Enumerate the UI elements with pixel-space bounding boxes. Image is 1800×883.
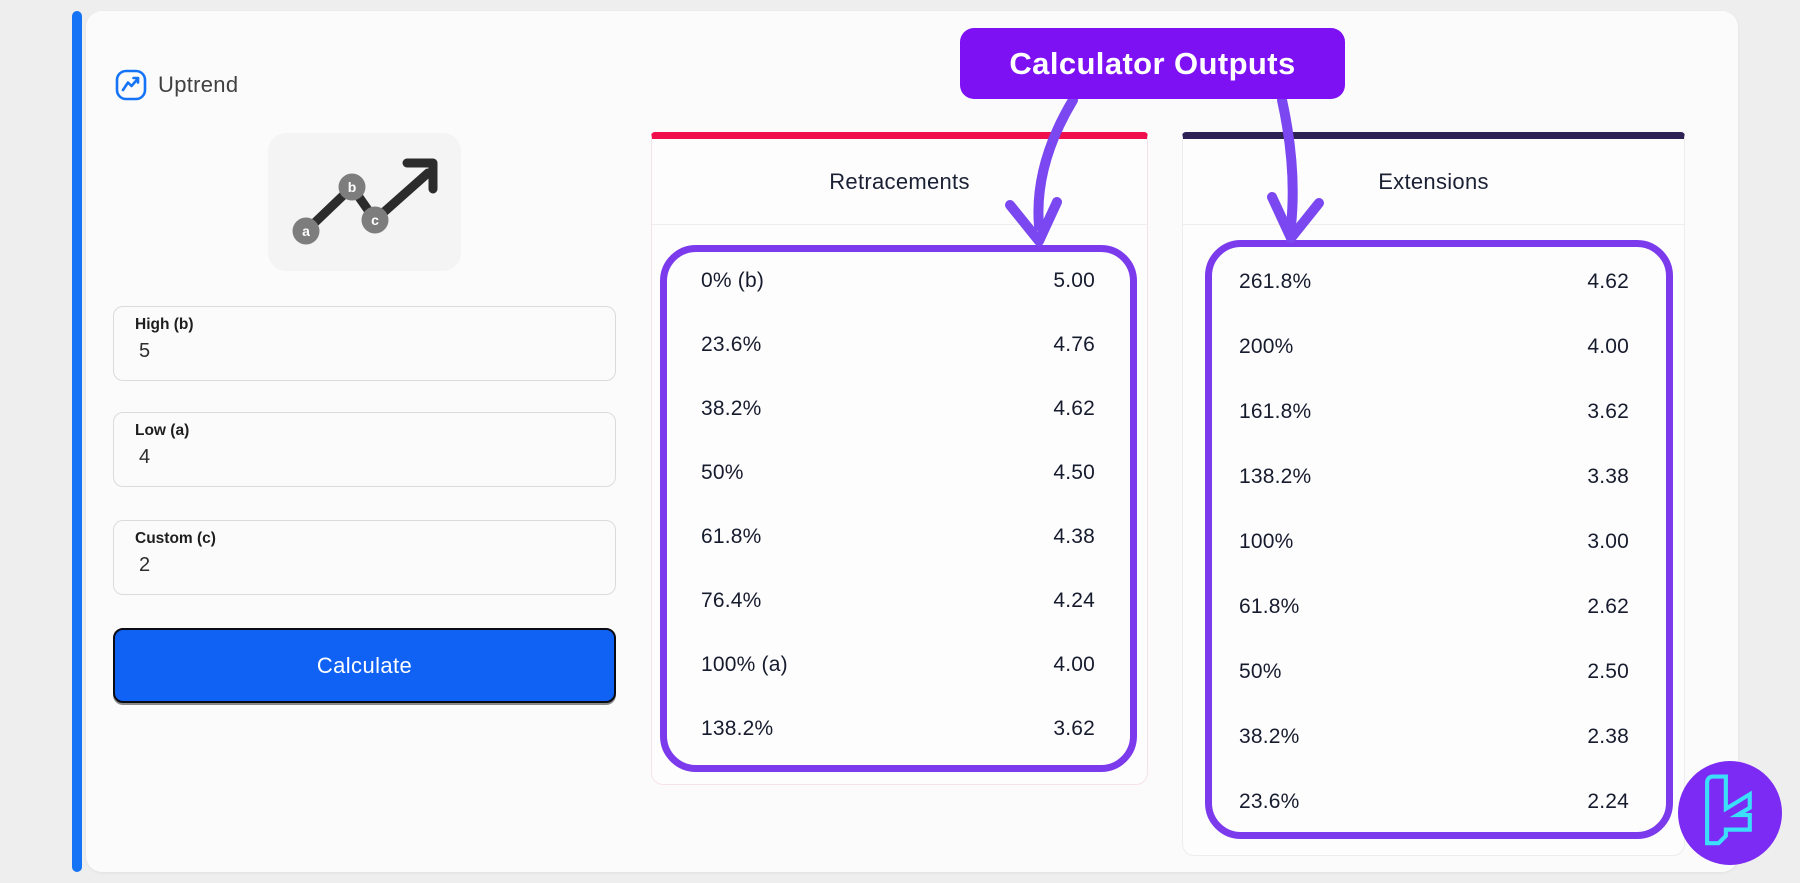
brand-logo-glyph bbox=[1678, 761, 1782, 865]
level-label: 50% bbox=[1239, 659, 1282, 683]
level-value: 5.00 bbox=[1053, 269, 1095, 292]
level-label: 38.2% bbox=[701, 397, 762, 420]
uptrend-heading bbox=[115, 69, 238, 101]
level-value: 4.24 bbox=[1053, 589, 1095, 612]
left-accent-bar bbox=[72, 11, 82, 872]
level-value: 4.50 bbox=[1053, 461, 1095, 484]
level-label: 23.6% bbox=[701, 333, 762, 356]
level-label: 76.4% bbox=[701, 589, 762, 612]
level-label: 161.8% bbox=[1239, 399, 1312, 423]
high-field-container bbox=[113, 306, 616, 381]
table-row bbox=[1183, 249, 1684, 314]
retracements-rows bbox=[652, 249, 1147, 761]
table-row bbox=[652, 313, 1147, 377]
svg-text:b: b bbox=[347, 179, 357, 195]
level-label: 261.8% bbox=[1239, 269, 1312, 293]
extensions-rows bbox=[1183, 249, 1684, 834]
level-value: 2.50 bbox=[1587, 659, 1629, 683]
table-row bbox=[1183, 704, 1684, 769]
low-field-label: Low (a) bbox=[135, 422, 190, 439]
calculator-outputs-badge: Calculator Outputs bbox=[960, 28, 1345, 99]
calculate-button[interactable]: Calculate bbox=[113, 628, 616, 703]
level-value: 2.62 bbox=[1587, 594, 1629, 618]
level-label: 50% bbox=[701, 461, 744, 484]
level-label: 100% bbox=[1239, 529, 1294, 553]
level-label: 138.2% bbox=[1239, 464, 1312, 488]
table-row bbox=[1183, 379, 1684, 444]
level-label: 23.6% bbox=[1239, 789, 1300, 813]
level-value: 3.62 bbox=[1053, 717, 1095, 740]
table-row bbox=[1183, 314, 1684, 379]
level-value: 3.00 bbox=[1587, 529, 1629, 553]
table-row bbox=[652, 697, 1147, 761]
trend-node-a bbox=[293, 218, 320, 245]
level-label: 200% bbox=[1239, 334, 1294, 358]
level-label: 61.8% bbox=[701, 525, 762, 548]
uptrend-icon bbox=[115, 69, 147, 101]
level-label: 0% (b) bbox=[701, 269, 765, 292]
table-row bbox=[1183, 509, 1684, 574]
table-row bbox=[1183, 444, 1684, 509]
extensions-title: Extensions bbox=[1183, 139, 1684, 225]
retracements-title: Retracements bbox=[652, 139, 1147, 225]
level-value: 4.76 bbox=[1053, 333, 1095, 356]
table-row bbox=[652, 249, 1147, 313]
retracements-table bbox=[651, 132, 1148, 785]
level-value: 3.38 bbox=[1587, 464, 1629, 488]
level-value: 4.00 bbox=[1587, 334, 1629, 358]
level-label: 61.8% bbox=[1239, 594, 1300, 618]
high-field-label: High (b) bbox=[135, 316, 194, 333]
svg-text:a: a bbox=[302, 223, 310, 239]
table-row bbox=[1183, 769, 1684, 834]
level-value: 4.38 bbox=[1053, 525, 1095, 548]
table-row bbox=[1183, 574, 1684, 639]
uptrend-label: Uptrend bbox=[158, 72, 239, 97]
level-label: 100% (a) bbox=[701, 653, 788, 676]
custom-field-container bbox=[113, 520, 616, 595]
level-value: 2.24 bbox=[1587, 789, 1629, 813]
level-label: 38.2% bbox=[1239, 724, 1300, 748]
level-value: 4.62 bbox=[1053, 397, 1095, 420]
custom-field-label: Custom (c) bbox=[135, 530, 216, 547]
table-row bbox=[652, 569, 1147, 633]
level-label: 138.2% bbox=[701, 717, 774, 740]
level-value: 4.00 bbox=[1053, 653, 1095, 676]
extensions-table bbox=[1182, 132, 1685, 856]
trend-node-b bbox=[339, 174, 366, 201]
custom-input[interactable] bbox=[137, 553, 581, 578]
table-row bbox=[652, 633, 1147, 697]
low-input[interactable] bbox=[137, 445, 581, 470]
high-input[interactable] bbox=[137, 339, 581, 364]
level-value: 4.62 bbox=[1587, 269, 1629, 293]
table-row bbox=[652, 441, 1147, 505]
table-row bbox=[652, 505, 1147, 569]
low-field-container bbox=[113, 412, 616, 487]
svg-text:c: c bbox=[371, 212, 379, 228]
table-row bbox=[652, 377, 1147, 441]
brand-logo bbox=[1678, 761, 1782, 865]
table-row bbox=[1183, 639, 1684, 704]
trend-node-c bbox=[362, 207, 389, 234]
level-value: 3.62 bbox=[1587, 399, 1629, 423]
uptrend-diagram bbox=[268, 133, 461, 271]
level-value: 2.38 bbox=[1587, 724, 1629, 748]
